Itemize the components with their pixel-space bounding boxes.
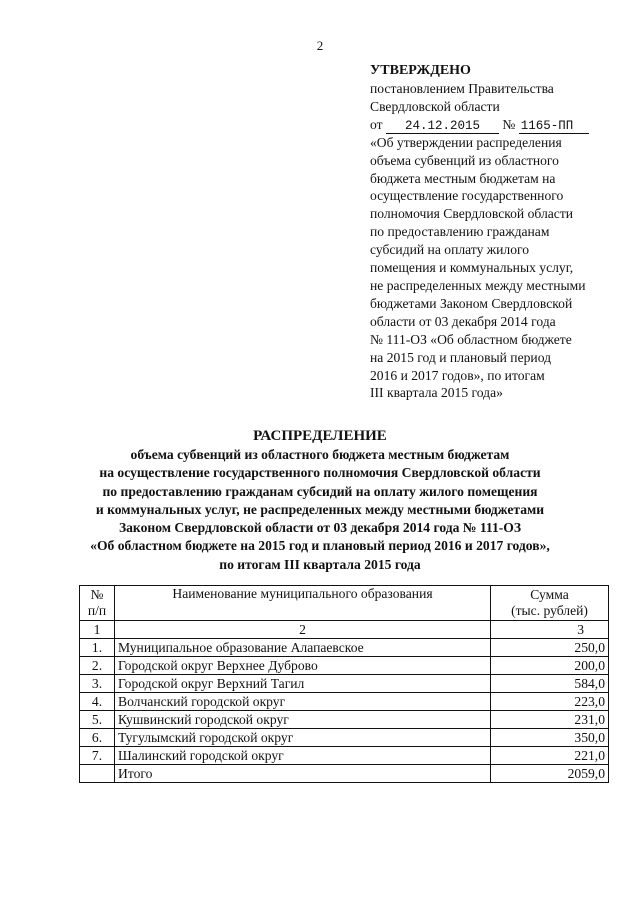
approval-number: 1165-ПП [519,119,589,134]
row-sum-cell: 350,0 [491,729,609,747]
header-sum [491,586,609,621]
header-sum-line1: Сумма [530,587,569,602]
row-number-cell: 6. [80,729,115,747]
approval-body-line: на 2015 год и плановый период [370,349,552,365]
subtitle-line: по итогам III квартала 2015 года [219,556,421,572]
approval-body-line: не распределенных между местными [370,277,586,293]
approval-line: постановлением Правительства [370,80,554,96]
approval-body-line: области от 03 декабря 2014 года [370,313,556,329]
table-body [80,639,609,783]
number-prefix: № [502,116,516,132]
table-index-row [80,621,609,639]
table-row [80,711,609,729]
distribution-table [79,585,609,783]
subtitle-line: по предоставлению гражданам субсидий на оплату жилого помещения [102,483,538,499]
approval-body-line: III квартала 2015 года» [370,385,503,401]
row-name-cell: Городской округ Верхнее Дуброво [115,657,491,675]
row-name-cell: Итого [115,765,491,783]
row-number-cell: 3. [80,675,115,693]
document-title-block [0,426,640,574]
subtitle-line: «Об областном бюджете на 2015 год и плановый период 2016 и 2017 годов», [90,538,550,554]
approval-date: 24.12.2015 [386,119,499,134]
approval-body-line: объема субвенций из областного [370,152,559,168]
index-cell: 1 [80,621,115,639]
approval-date-line [370,116,632,134]
approval-body-line: осуществление государственного [370,188,564,204]
subtitle-line: и коммунальных услуг, не распределенных между местными бюджетами [95,501,545,517]
date-prefix: от [370,116,383,132]
row-number-cell: 7. [80,747,115,765]
row-number-cell: 5. [80,711,115,729]
row-number-cell: 2. [80,657,115,675]
table-row [80,747,609,765]
row-name-cell: Тугулымский городской округ [115,729,491,747]
subtitle-line: Законом Свердловской области от 03 декабря 2014 года № 111-ОЗ [118,520,522,536]
row-sum-cell: 200,0 [491,657,609,675]
approval-body-line: бюджета местным бюджетам на [370,170,556,186]
row-number-cell: 4. [80,693,115,711]
approval-body-line: по предоставлению гражданам [370,224,550,240]
row-number-cell: 1. [80,639,115,657]
row-name-cell: Кушвинский городской округ [115,711,491,729]
approval-body-line: полномочия Свердловской области [370,206,574,222]
row-name-cell: Городской округ Верхний Тагил [115,675,491,693]
page-number: 2 [316,38,324,53]
row-name-cell: Волчанский городской округ [115,693,491,711]
document-subtitle [0,446,640,574]
row-sum-cell: 250,0 [491,639,609,657]
approval-line: Свердловской области [370,98,500,114]
table-row [80,657,609,675]
approval-body [370,134,632,403]
row-number-cell [80,765,115,783]
header-name: Наименование муниципального образования [115,586,491,621]
approval-body-line: помещения и коммунальных услуг, [370,260,574,276]
approval-body-line: субсидий на оплату жилого [370,242,530,258]
approval-body-line: «Об утверждении распределения [370,134,562,150]
table-row [80,693,609,711]
table-row [80,639,609,657]
row-sum-cell: 221,0 [491,747,609,765]
table-row [80,675,609,693]
row-name-cell: Муниципальное образование Алапаевское [115,639,491,657]
row-name-cell: Шалинский городской округ [115,747,491,765]
table-total-row [80,765,609,783]
subtitle-line: объема субвенций из областного бюджета местным бюджетам [130,447,510,462]
row-sum-cell: 584,0 [491,675,609,693]
index-cell: 3 [491,621,609,639]
header-number [80,586,115,621]
row-sum-cell: 231,0 [491,711,609,729]
index-cell: 2 [115,621,491,639]
approval-body-line: № 111-ОЗ «Об областном бюджете [370,331,572,347]
row-sum-cell: 223,0 [491,693,609,711]
header-number-line1: № [90,587,104,602]
table-header-row [80,586,609,621]
document-title: РАСПРЕДЕЛЕНИЕ [253,428,387,444]
approval-body-line: бюджетами Законом Свердловской [370,295,573,311]
header-sum-line2: (тыс. рублей) [511,603,588,618]
table-row [80,729,609,747]
approval-stamp [370,62,632,402]
approval-body-line: 2016 и 2017 годов», по итогам [370,367,545,383]
subtitle-line: на осуществление государственного полномочия Свердловской области [99,465,541,481]
row-sum-cell: 2059,0 [491,765,609,783]
approval-heading: УТВЕРЖДЕНО [370,63,471,78]
header-number-line2: п/п [87,603,107,618]
